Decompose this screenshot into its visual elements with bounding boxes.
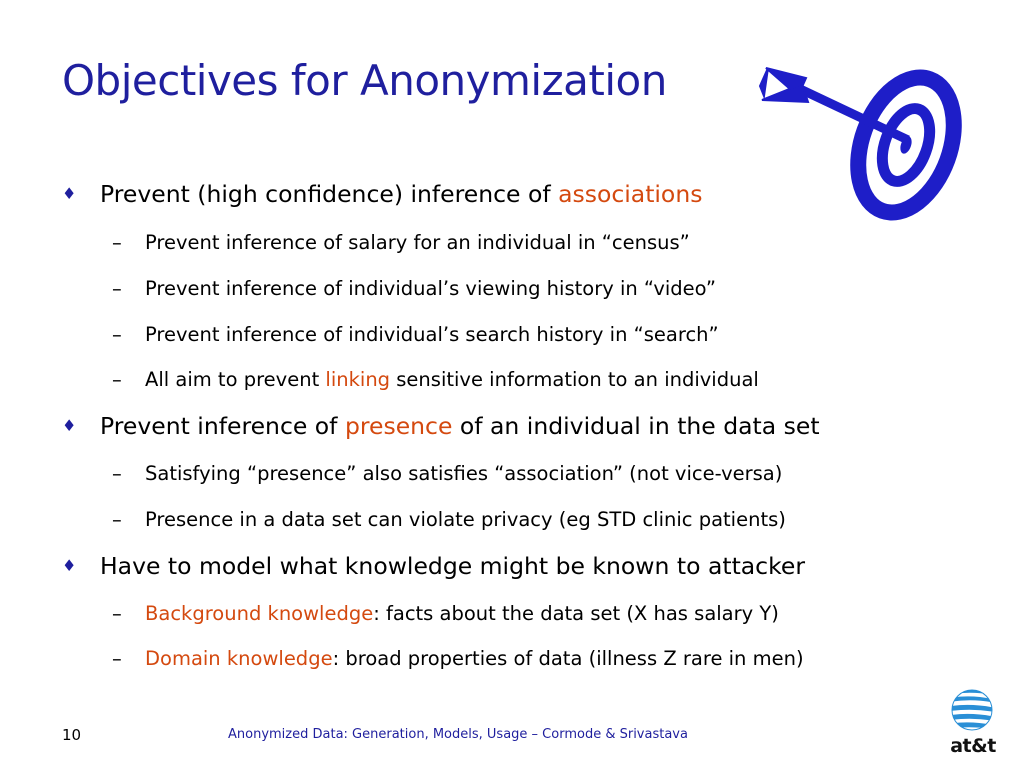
- dash-icon: –: [112, 602, 122, 625]
- highlight-term: linking: [325, 368, 391, 391]
- sub-bullet-text: Prevent inference of individual’s viewing history in “video”: [145, 277, 717, 300]
- slide-title: Objectives for Anonymization: [62, 56, 667, 105]
- sub-bullet-text: Satisfying “presence” also satisfies “association” (not vice-versa): [145, 462, 783, 485]
- dash-icon: –: [112, 323, 122, 346]
- bullet-text: Have to model what knowledge might be known to attacker: [100, 552, 805, 580]
- sub-bullet-text: All aim to prevent linking sensitive information to an individual: [145, 368, 759, 391]
- highlight-term: Domain knowledge: [145, 647, 333, 670]
- diamond-icon: ♦: [62, 416, 77, 435]
- dart-target-icon: [758, 60, 980, 230]
- highlight-term: associations: [558, 180, 703, 208]
- footer-text: Anonymized Data: Generation, Models, Usage – Cormode & Srivastava: [228, 727, 688, 742]
- bullet-text: Prevent (high confidence) inference of associations: [100, 180, 703, 208]
- dash-icon: –: [112, 508, 122, 531]
- dash-icon: –: [112, 368, 122, 391]
- highlight-term: Background knowledge: [145, 602, 374, 625]
- diamond-icon: ♦: [62, 184, 77, 203]
- bullet-text: Prevent inference of presence of an individual in the data set: [100, 412, 820, 440]
- dash-icon: –: [112, 647, 122, 670]
- dash-icon: –: [112, 462, 122, 485]
- sub-bullet-text: Domain knowledge: broad properties of data (illness Z rare in men): [145, 647, 804, 670]
- dash-icon: –: [112, 277, 122, 300]
- diamond-icon: ♦: [62, 556, 77, 575]
- dash-icon: –: [112, 231, 122, 254]
- page-number: 10: [62, 726, 82, 744]
- sub-bullet-text: Background knowledge: facts about the data set (X has salary Y): [145, 602, 779, 625]
- sub-bullet-text: Prevent inference of salary for an individual in “census”: [145, 231, 690, 254]
- highlight-term: presence: [344, 412, 453, 440]
- sub-bullet-text: Presence in a data set can violate privacy (eg STD clinic patients): [145, 508, 786, 531]
- sub-bullet-text: Prevent inference of individual’s search history in “search”: [145, 323, 719, 346]
- att-logo-text: at&t: [950, 735, 996, 757]
